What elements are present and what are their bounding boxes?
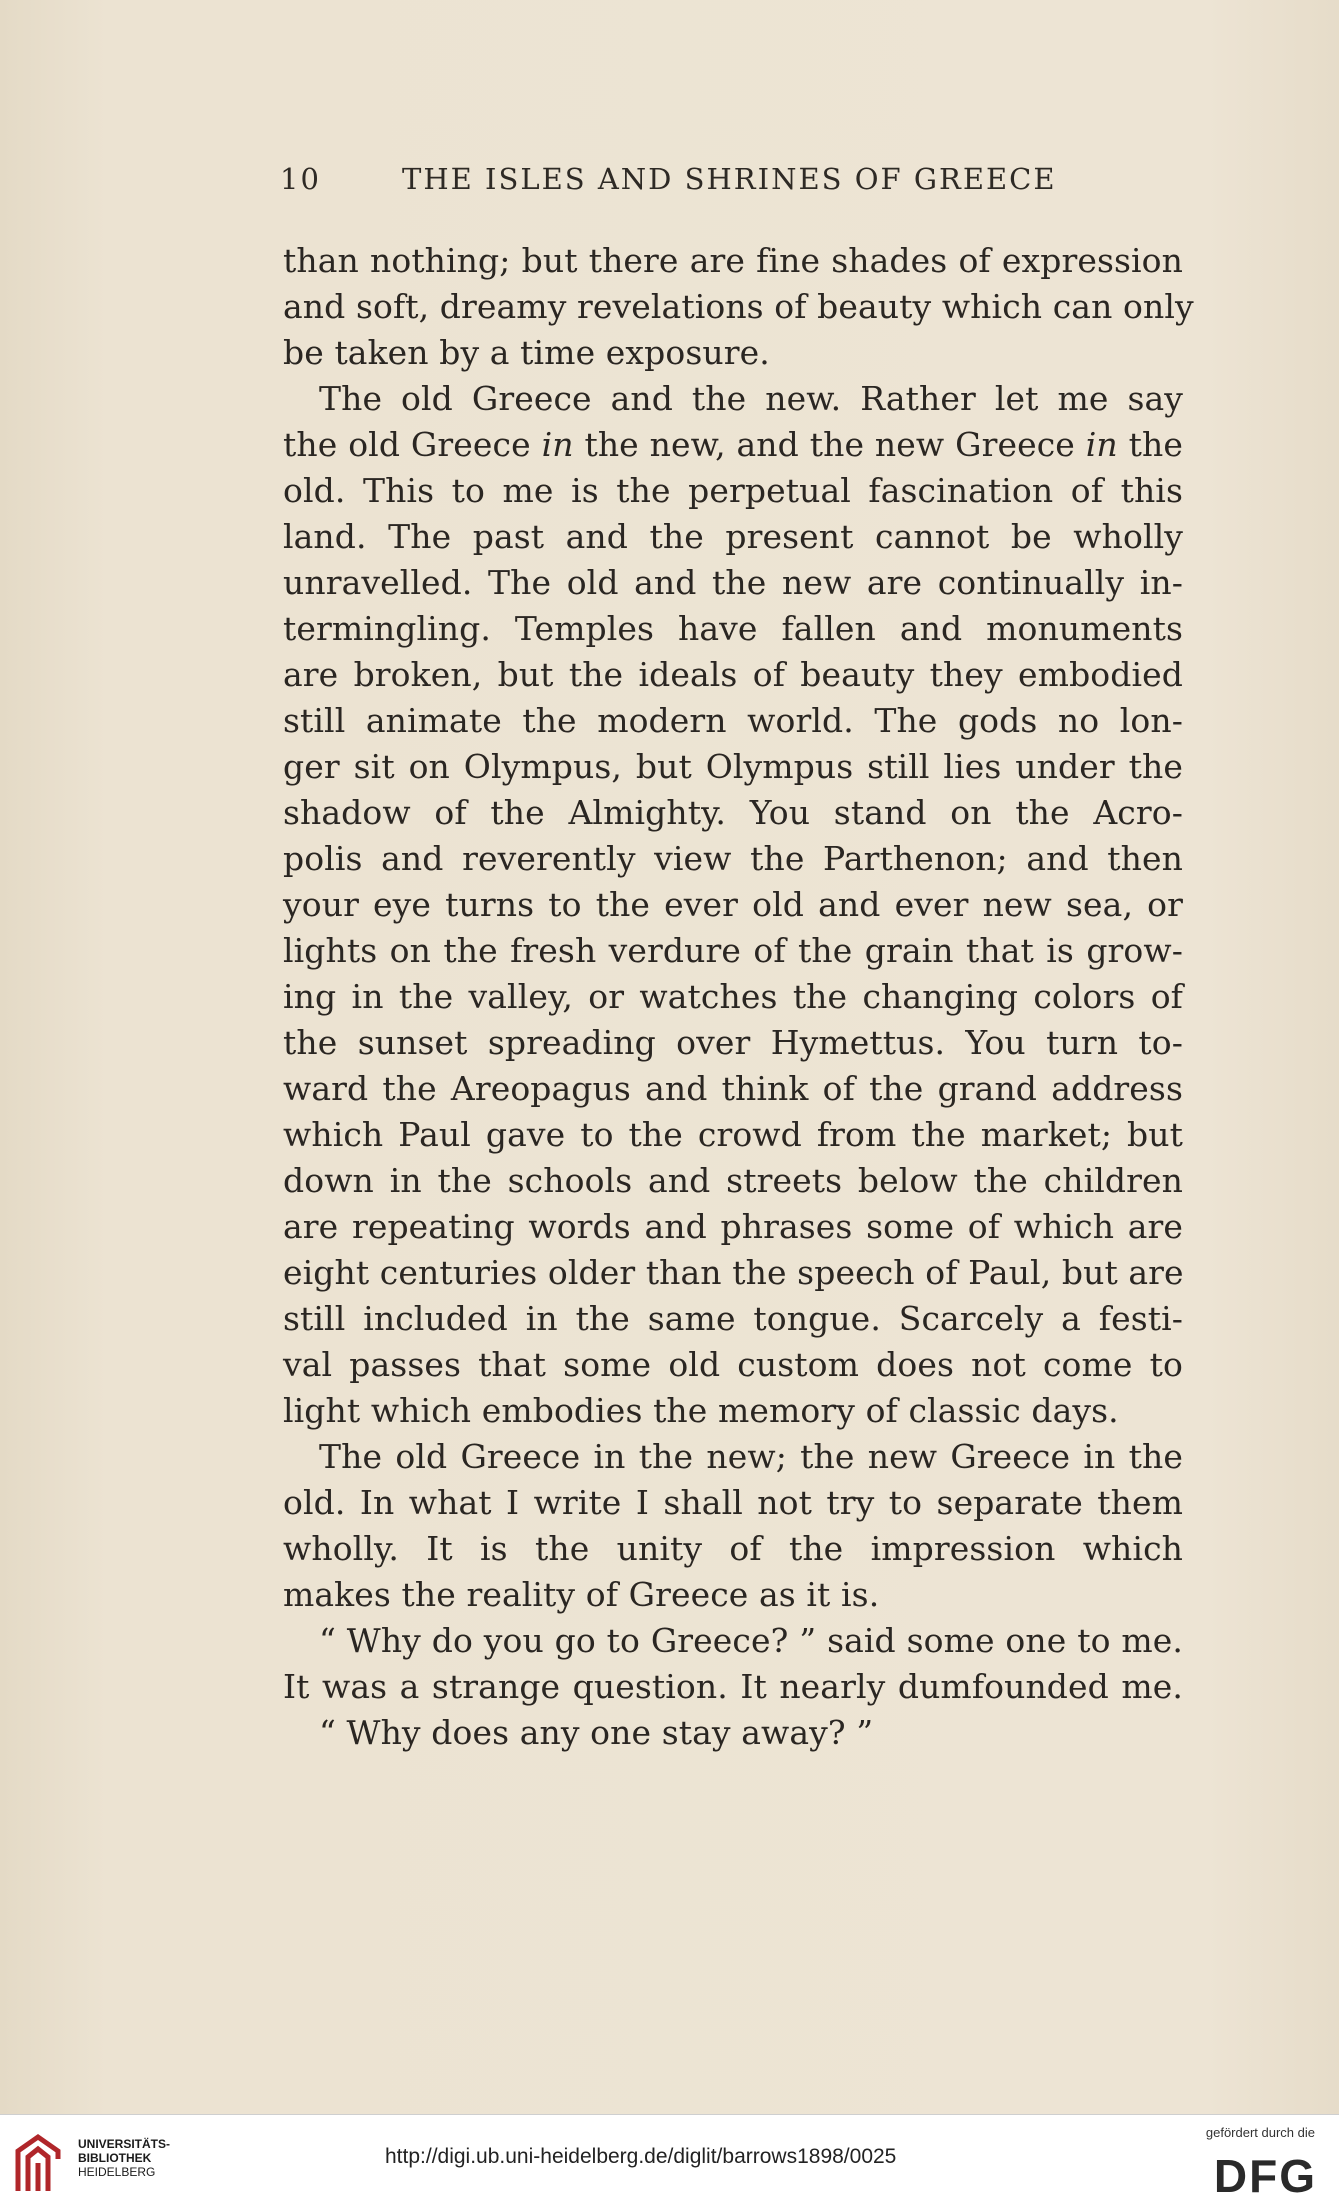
- text-line: your eye turns to the ever old and ever new sea, or: [283, 885, 1183, 924]
- text-line: shadow of the Almighty. You stand on the Acro-: [283, 793, 1183, 832]
- text-line: It was a strange question. It nearly dumfounded me.: [283, 1667, 1183, 1706]
- funding-note: gefördert durch die: [1205, 2125, 1315, 2140]
- text-line: which Paul gave to the crowd from the market; but: [283, 1115, 1183, 1154]
- text-line: termingling. Temples have fallen and monuments: [283, 609, 1183, 648]
- text-line: are repeating words and phrases some of which are: [283, 1207, 1183, 1246]
- running-title: THE ISLES AND SHRINES OF GREECE: [402, 162, 1057, 196]
- text-line: eight centuries older than the speech of Paul, but are: [283, 1253, 1184, 1292]
- text-line: still animate the modern world. The gods no lon-: [283, 701, 1183, 740]
- text-line: be taken by a time exposure.: [283, 333, 770, 372]
- text-line: makes the reality of Greece as it is.: [283, 1575, 880, 1614]
- library-name-line: BIBLIOTHEK: [78, 2151, 152, 2165]
- text-line: still included in the same tongue. Scarcely a festi-: [283, 1299, 1183, 1338]
- text-line: ward the Areopagus and think of the grand address: [283, 1069, 1183, 1108]
- text-line: lights on the fresh verdure of the grain that is grow-: [283, 931, 1183, 970]
- text-line: light which embodies the memory of classic days.: [283, 1391, 1119, 1430]
- text-line: val passes that some old custom does not come to: [283, 1345, 1183, 1384]
- page-number: 10: [280, 162, 321, 196]
- text-line: than nothing; but there are fine shades of expression: [283, 241, 1183, 280]
- text-line: “ Why do you go to Greece? ” said some one to me.: [319, 1621, 1183, 1660]
- text-line: down in the schools and streets below the children: [283, 1161, 1183, 1200]
- library-name: [78, 2137, 170, 2179]
- text-line: land. The past and the present cannot be wholly: [283, 517, 1183, 556]
- text-line: wholly. It is the unity of the impression which: [283, 1529, 1183, 1568]
- library-name-line: UNIVERSITÄTS-: [78, 2137, 171, 2151]
- text-line: the sunset spreading over Hymettus. You turn to-: [283, 1023, 1183, 1062]
- text-line: unravelled. The old and the new are continually in-: [283, 563, 1183, 602]
- library-name-line: HEIDELBERG: [78, 2165, 156, 2179]
- text-line: ing in the valley, or watches the changing colors of: [283, 977, 1183, 1016]
- permalink[interactable]: http://digi.ub.uni-heidelberg.de/diglit/barrows1898/0025: [385, 2145, 897, 2168]
- body-text: [283, 238, 1194, 1756]
- dfg-logo: DFG: [1213, 2150, 1317, 2202]
- university-library-logo-icon: [12, 2129, 68, 2199]
- text-line: old. In what I write I shall not try to separate them: [283, 1483, 1183, 1522]
- text-line: are broken, but the ideals of beauty they embodied: [283, 655, 1183, 694]
- text-line: The old Greece in the new; the new Greece in the: [319, 1437, 1183, 1476]
- text-line: ger sit on Olympus, but Olympus still lies under the: [283, 747, 1183, 786]
- text-line: the old Greece in the new, and the new Greece in the: [283, 425, 1183, 464]
- text-line: old. This to me is the perpetual fascination of this: [283, 471, 1183, 510]
- text-line: “ Why does any one stay away? ”: [319, 1713, 874, 1752]
- footer-bar: [0, 2114, 1339, 2208]
- text-line: polis and reverently view the Parthenon; and then: [283, 839, 1183, 878]
- text-line: The old Greece and the new. Rather let me say: [319, 379, 1183, 418]
- text-line: and soft, dreamy revelations of beauty which can only: [283, 287, 1194, 326]
